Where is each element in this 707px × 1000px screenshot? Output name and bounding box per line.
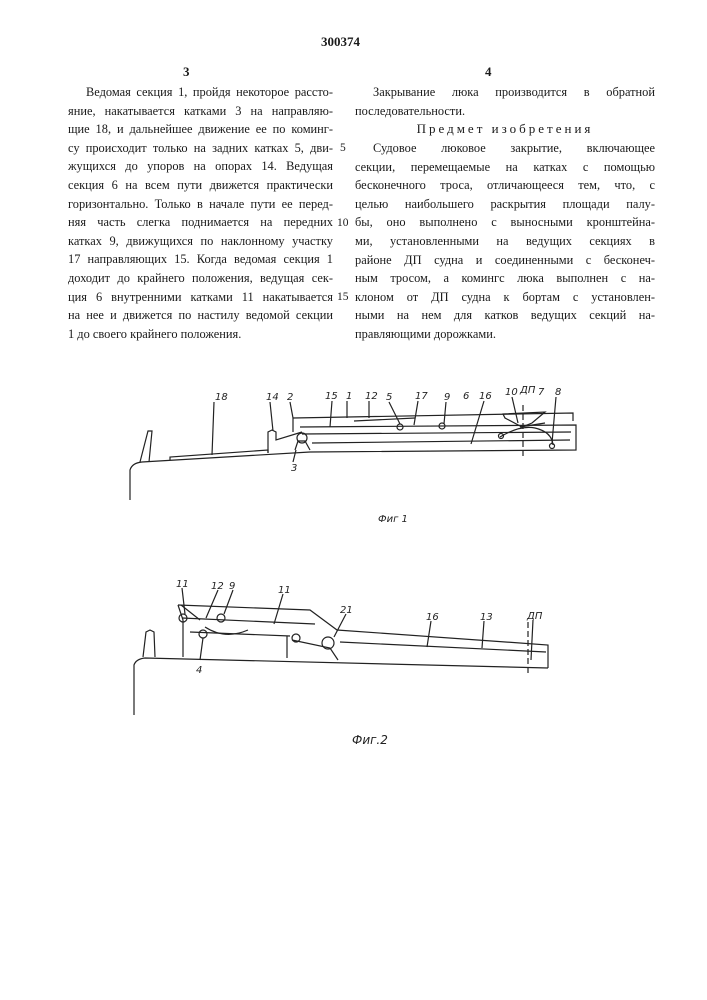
text-line: Закрывание люка производится в обратной [355, 83, 655, 102]
line-number-5: 5 [340, 142, 346, 154]
text-line: яние, накатывается катками 3 на направляю- [68, 102, 333, 121]
fig2-label: 4 [196, 665, 202, 676]
text-line: секция 6 на всем пути движется практически [68, 176, 333, 195]
fig1-label: 18 [215, 392, 228, 403]
fig1-label: 17 [415, 391, 428, 402]
line-number-15: 15 [337, 291, 349, 303]
fig2-label: 13 [480, 612, 493, 623]
fig1-label: 1 [346, 391, 352, 402]
fig1-label: 9 [444, 392, 450, 403]
fig1-label: 7 [538, 387, 545, 398]
fig1-label: 6 [463, 391, 469, 402]
fig2-label: 12 [211, 581, 224, 592]
text-line: ными на нем для катков ведущих секций на- [355, 306, 655, 325]
page-number-right: 4 [485, 64, 492, 80]
text-line: на нее и движется по настилу ведомой секции [68, 306, 333, 325]
text-line: Судовое люковое закрытие, включающее [355, 139, 655, 158]
fig2-label: ДП [526, 611, 543, 622]
fig1-label: 8 [555, 387, 561, 398]
text-line: ция 6 внутренними катками 11 накатывается [68, 288, 333, 307]
text-line: бесконечного троса, отличающееся тем, что, с [355, 176, 655, 195]
fig1-label: 16 [479, 391, 492, 402]
fig1-label: 14 [266, 392, 279, 403]
text-line: правляющими дорожками. [355, 325, 655, 344]
figure-2-caption: Фиг.2 [352, 733, 388, 747]
text-line: последовательности. [355, 102, 655, 121]
fig2-label: 21 [340, 605, 353, 616]
text-line: бы, оно выполнено с выносными кронштейна- [355, 213, 655, 232]
fig1-label: 12 [365, 391, 378, 402]
text-line: няя часть слегка поднимается на передних [68, 213, 333, 232]
text-line: секции, перемещаемые на катках с помощью [355, 158, 655, 177]
figure-2-labels [176, 579, 543, 676]
text-line: ми, установленными на ведущих секциях в [355, 232, 655, 251]
figure-1-labels [215, 385, 561, 474]
text-line: 1 до своего крайнего положения. [68, 325, 333, 344]
text-line: доходит до крайнего положения, ведущая сек- [68, 269, 333, 288]
text-line: 17 направляющих 15. Когда ведомая секция 1 [68, 250, 333, 269]
fig1-label: 3 [291, 463, 297, 474]
figure-1-drawing [0, 0, 707, 1000]
fig2-label: 11 [278, 585, 291, 596]
figure-1-lines [130, 397, 576, 500]
text-line: жущихся до упоров на опорах 14. Ведущая [68, 157, 333, 176]
fig2-label: 9 [229, 581, 235, 592]
text-line: клоном от ДП судна к бортам с установлен- [355, 288, 655, 307]
text-line: районе ДП судна и соединенными с бесконеч- [355, 251, 655, 270]
text-line: горизонтально. Только в начале пути ее перед- [68, 195, 333, 214]
fig1-label: 15 [325, 391, 338, 402]
fig2-label: 16 [426, 612, 439, 623]
figure-1-caption: Фиг 1 [378, 514, 408, 525]
page-number-left: 3 [183, 64, 190, 80]
claims-heading: Предмет изобретения [355, 121, 655, 137]
fig1-label: 10 [505, 387, 518, 398]
text-line: щие 18, и дальнейшее движение ее по коминг- [68, 120, 333, 139]
fig1-label: 5 [386, 392, 392, 403]
fig1-label: 2 [287, 392, 293, 403]
line-number-10: 10 [337, 217, 349, 229]
patent-number: 300374 [321, 34, 360, 50]
text-line: ным тросом, а комингс люка выполнен с на- [355, 269, 655, 288]
text-line: целью наибольшего раскрытия площади палу- [355, 195, 655, 214]
fig1-label: ДП [519, 385, 536, 396]
text-line: катках 9, движущихся по наклонному участку [68, 232, 333, 251]
fig2-label: 11 [176, 579, 189, 590]
text-line: Ведомая секция 1, пройдя некоторое рассто- [68, 83, 333, 102]
text-line: су происходит только на задних катках 5, дви- [68, 139, 333, 158]
